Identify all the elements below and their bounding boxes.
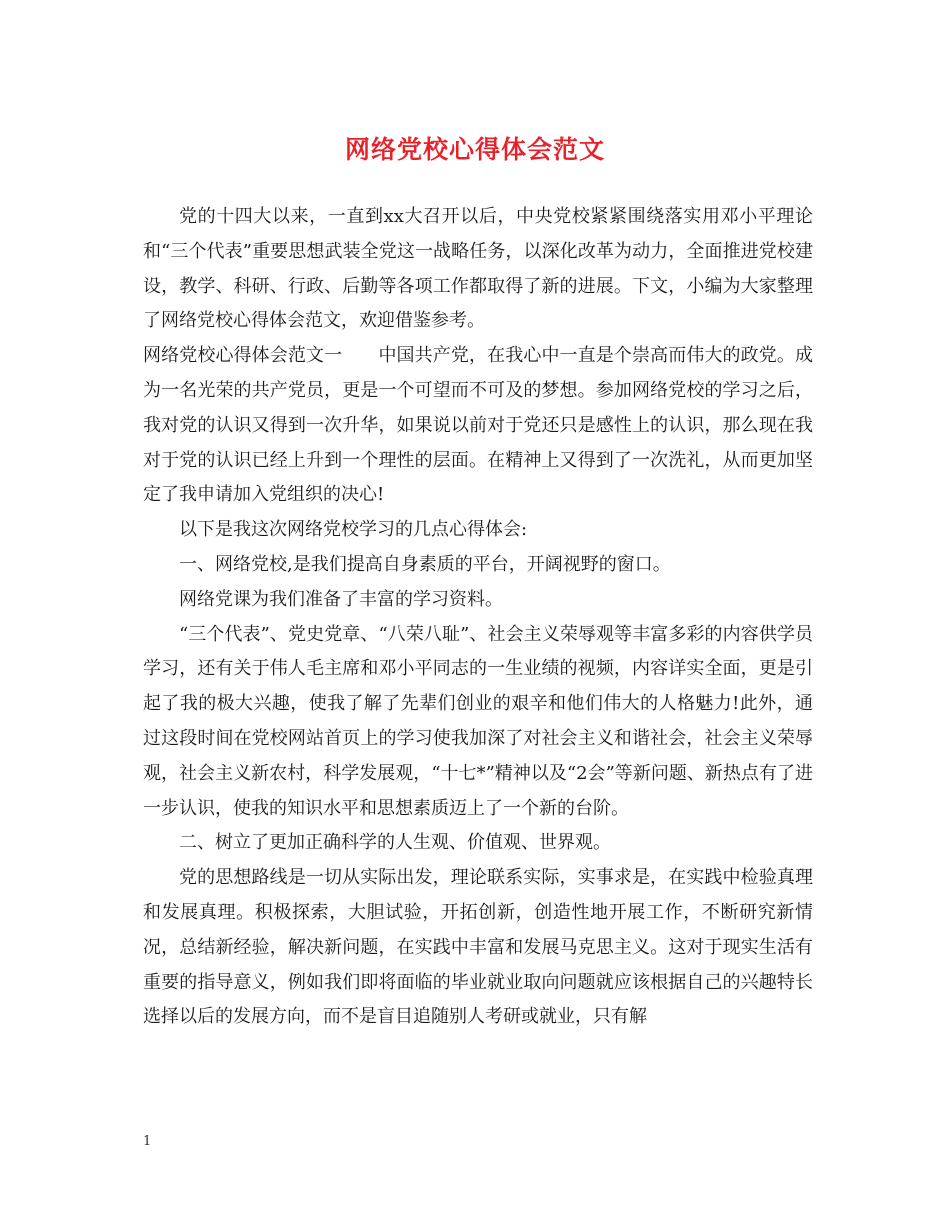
document-body — [143, 200, 813, 1035]
paragraph-content: “三个代表”、党史党章、“八荣八耻”、社会主义荣辱观等丰富多彩的内容供学员学习，还有关于伟人毛主席和邓小平同志的一生业绩的视频，内容详实全面，更是引起了我的极大兴趣，使我了解了先辈们创业的艰辛和他们伟大的人格魅力!此外，通过这段时间在党校网站首页上的学习使我加深了对社会主义和谐社会，社会主义荣辱观，社会主义新农村，科学发展观，“十七*”精神以及“2会”等新问题、新热点有了进一步认识，使我的知识水平和思想素质迈上了一个新的台阶。 — [143, 623, 813, 819]
paragraph-lead-in: 以下是我这次网络党校学习的几点心得体会: — [179, 519, 528, 541]
paragraph-intro: 党的十四大以来，一直到xx大召开以后，中央党校紧紧围绕落实用邓小平理论和“三个代表”重要思想武装全党这一战略任务，以深化改革为动力，全面推进党校建设，教学、科研、行政、后勤等各项工作都取得了新的进展。下文，小编为大家整理了网络党校心得体会范文，欢迎借鉴参考。 — [143, 206, 813, 332]
section-heading-two: 二、树立了更加正确科学的人生观、价值观、世界观。 — [179, 832, 611, 854]
document-title: 网络党校心得体会范文 — [344, 135, 605, 164]
page-number: 1 — [143, 1134, 152, 1149]
paragraph-materials: 网络党课为我们准备了丰富的学习资料。 — [179, 588, 503, 610]
section-heading-one: 一、网络党校,是我们提高自身素质的平台，开阔视野的窗口。 — [179, 553, 671, 575]
paragraph-thought-line: 党的思想路线是一切从实际出发，理论联系实际，实事求是，在实践中检验真理和发展真理。积极探索，大胆试验，开拓创新，创造性地开展工作，不断研究新情况，总结新经验，解决新问题，在实践中丰富和发展马克思主义。这对于现实生活有重要的指导意义，例如我们即将面临的毕业就业取向问题就应该根据自己的兴趣特长选择以后的发展方向，而不是盲目追随别人考研或就业，只有解 — [143, 867, 813, 1028]
paragraph-essay-one: 网络党校心得体会范文一 中国共产党，在我心中一直是个崇高而伟大的政党。成为一名光荣的共产党员，更是一个可望而不可及的梦想。参加网络党校的学习之后，我对党的认识又得到一次升华，如果说以前对于党还只是感性上的认识，那么现在我对于党的认识已经上升到一个理性的层面。在精神上又得到了一次洗礼，从而更加坚定了我申请加入党组织的决心! — [143, 345, 813, 506]
